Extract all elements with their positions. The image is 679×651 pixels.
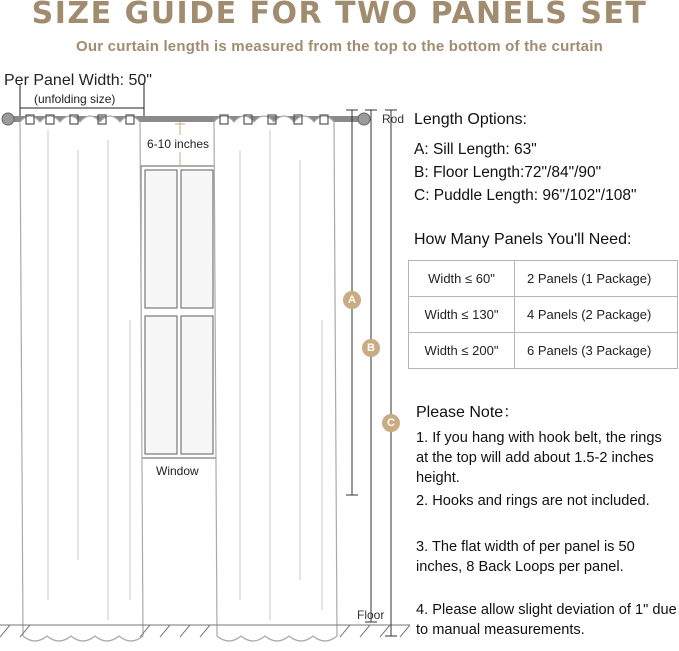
table-row [409, 297, 678, 333]
unfolding-size-label: (unfolding size) [34, 92, 116, 106]
note-item: 2. Hooks and rings are not included. [416, 493, 650, 509]
rod-label: Rod [382, 112, 405, 126]
note-item: 1. If you hang with hook belt, the rings at the top will add about 1.5-2 inches height. [416, 430, 662, 486]
panel-width-label: Per Panel Width: 50" [4, 72, 152, 89]
length-options-heading: Length Options: [414, 111, 527, 128]
marker-a: A [343, 291, 361, 309]
note-item: 4. Please allow slight deviation of 1" due to manual measurements. [416, 602, 677, 638]
note-item: 3. The flat width of per panel is 50 inches, 8 Back Loops per panel. [416, 539, 635, 575]
panels-cell: 6 Panels (3 Package) [515, 333, 678, 369]
floor-label: Floor [357, 608, 385, 622]
table-row [409, 333, 678, 369]
window [141, 166, 217, 458]
right-curtain-panel [214, 115, 337, 641]
table-row [409, 261, 678, 297]
panels-cell: 4 Panels (2 Package) [515, 297, 678, 333]
marker-c: C [382, 414, 400, 432]
window-label: Window [156, 464, 199, 478]
length-option-puddle: C: Puddle Length: 96"/102"/108" [414, 187, 637, 204]
panels-heading: How Many Panels You'll Need: [414, 231, 632, 248]
measurement-lines [346, 110, 397, 636]
gap-label: 6-10 inches [147, 137, 210, 151]
page-subtitle: Our curtain length is measured from the top to the bottom of the curtain [76, 38, 603, 55]
notes-heading: Please Note： [416, 404, 520, 421]
length-option-sill: A: Sill Length: 63" [414, 141, 537, 158]
length-option-floor: B: Floor Length:72"/84"/90" [414, 164, 602, 181]
width-cell: Width ≤ 60" [409, 261, 515, 297]
panels-table [408, 260, 678, 369]
left-curtain-panel [20, 115, 143, 641]
width-cell: Width ≤ 200" [409, 333, 515, 369]
panels-cell: 2 Panels (1 Package) [515, 261, 678, 297]
page-title: SIZE GUIDE FOR TWO PANELS SET [31, 0, 648, 31]
width-cell: Width ≤ 130" [409, 297, 515, 333]
marker-b: B [362, 339, 380, 357]
